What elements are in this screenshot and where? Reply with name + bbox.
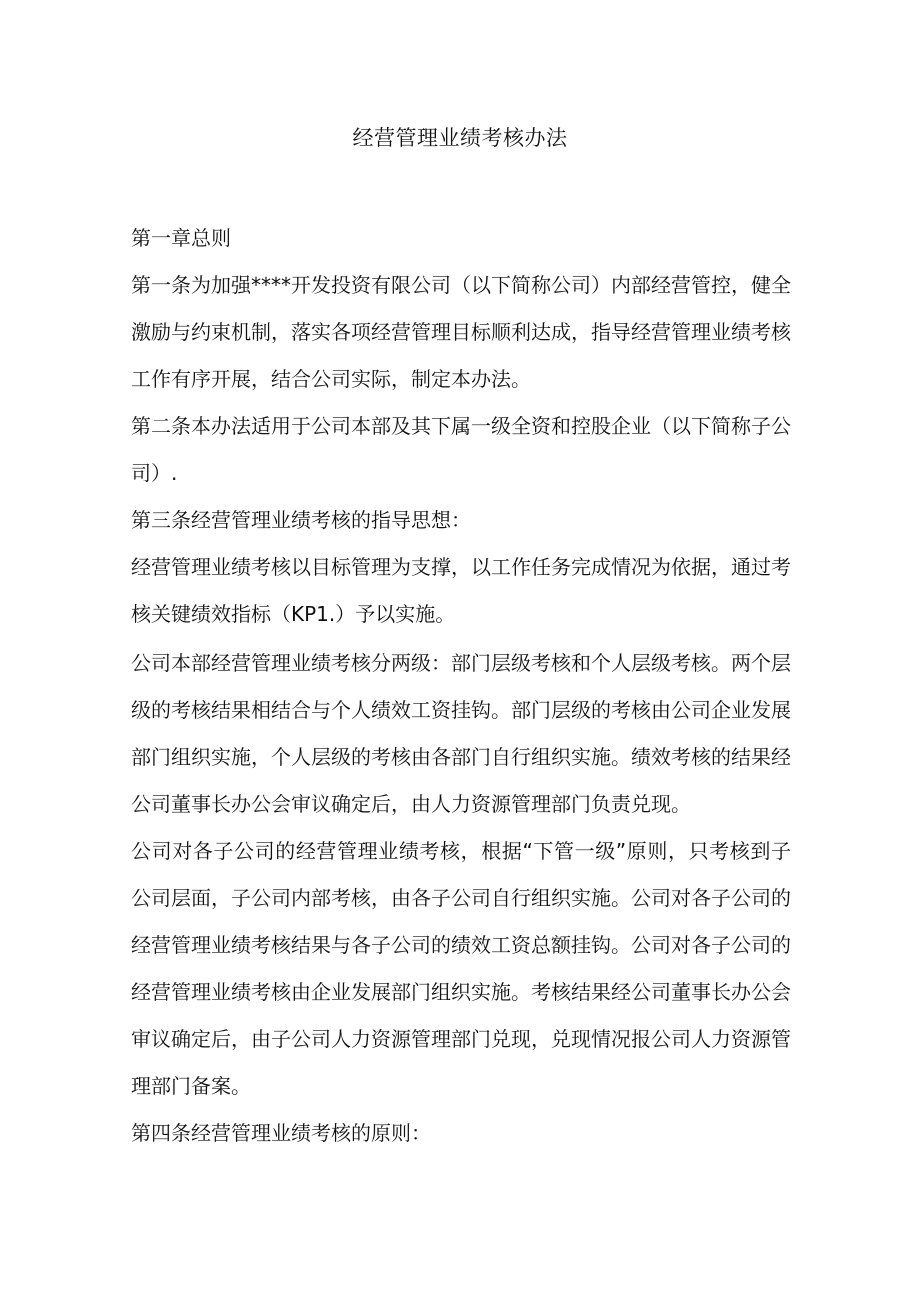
article-3-heading: 第三条经营管理业绩考核的指导思想： (131, 508, 471, 532)
subsidiary-assessment-paragraph: 公司对各子公司的经营管理业绩考核，根据“下管一级”原则，只考核到子公司层面，子公司内部考核，由各子公司自行组织实施。公司对各子公司的经营管理业绩考核结果与各子公司的绩效工资总额挂钩。公司对各子公司的经营管理业绩考核由企业发展部门组织实施。考核结果经公司董事长办公会审议确定后，由子公司人力资源管理部门兑现，兑现情况报公司人力资源管理部门备案。 (131, 839, 791, 1098)
article-1-paragraph: 第一条为加强****开发投资有限公司（以下简称公司）内部经营管控，健全激励与约束机制，落实各项经营管理目标顺利达成，指导经营管理业绩考核工作有序开展，结合公司实际，制定本办法。 (131, 273, 791, 391)
headquarters-assessment-paragraph: 公司本部经营管理业绩考核分两级：部门层级考核和个人层级考核。两个层级的考核结果相结合与个人绩效工资挂钩。部门层级的考核由公司企业发展部门组织实施，个人层级的考核由各部门自行组织实施。绩效考核的结果经公司董事长办公会审议确定后，由人力资源管理部门负责兑现。 (131, 651, 791, 816)
chapter-heading: 第一章总则 (131, 226, 231, 250)
article-2-paragraph: 第二条本办法适用于公司本部及其下属一级全资和控股企业（以下简称子公司）. (131, 414, 791, 485)
document-body (131, 215, 791, 1157)
guiding-idea-paragraph: 经营管理业绩考核以目标管理为支撑，以工作任务完成情况为依据，通过考核关键绩效指标（KP1.）予以实施。 (131, 555, 791, 626)
article-4-heading: 第四条经营管理业绩考核的原则： (131, 1121, 431, 1145)
document-title: 经营管理业绩考核办法 (352, 126, 568, 150)
